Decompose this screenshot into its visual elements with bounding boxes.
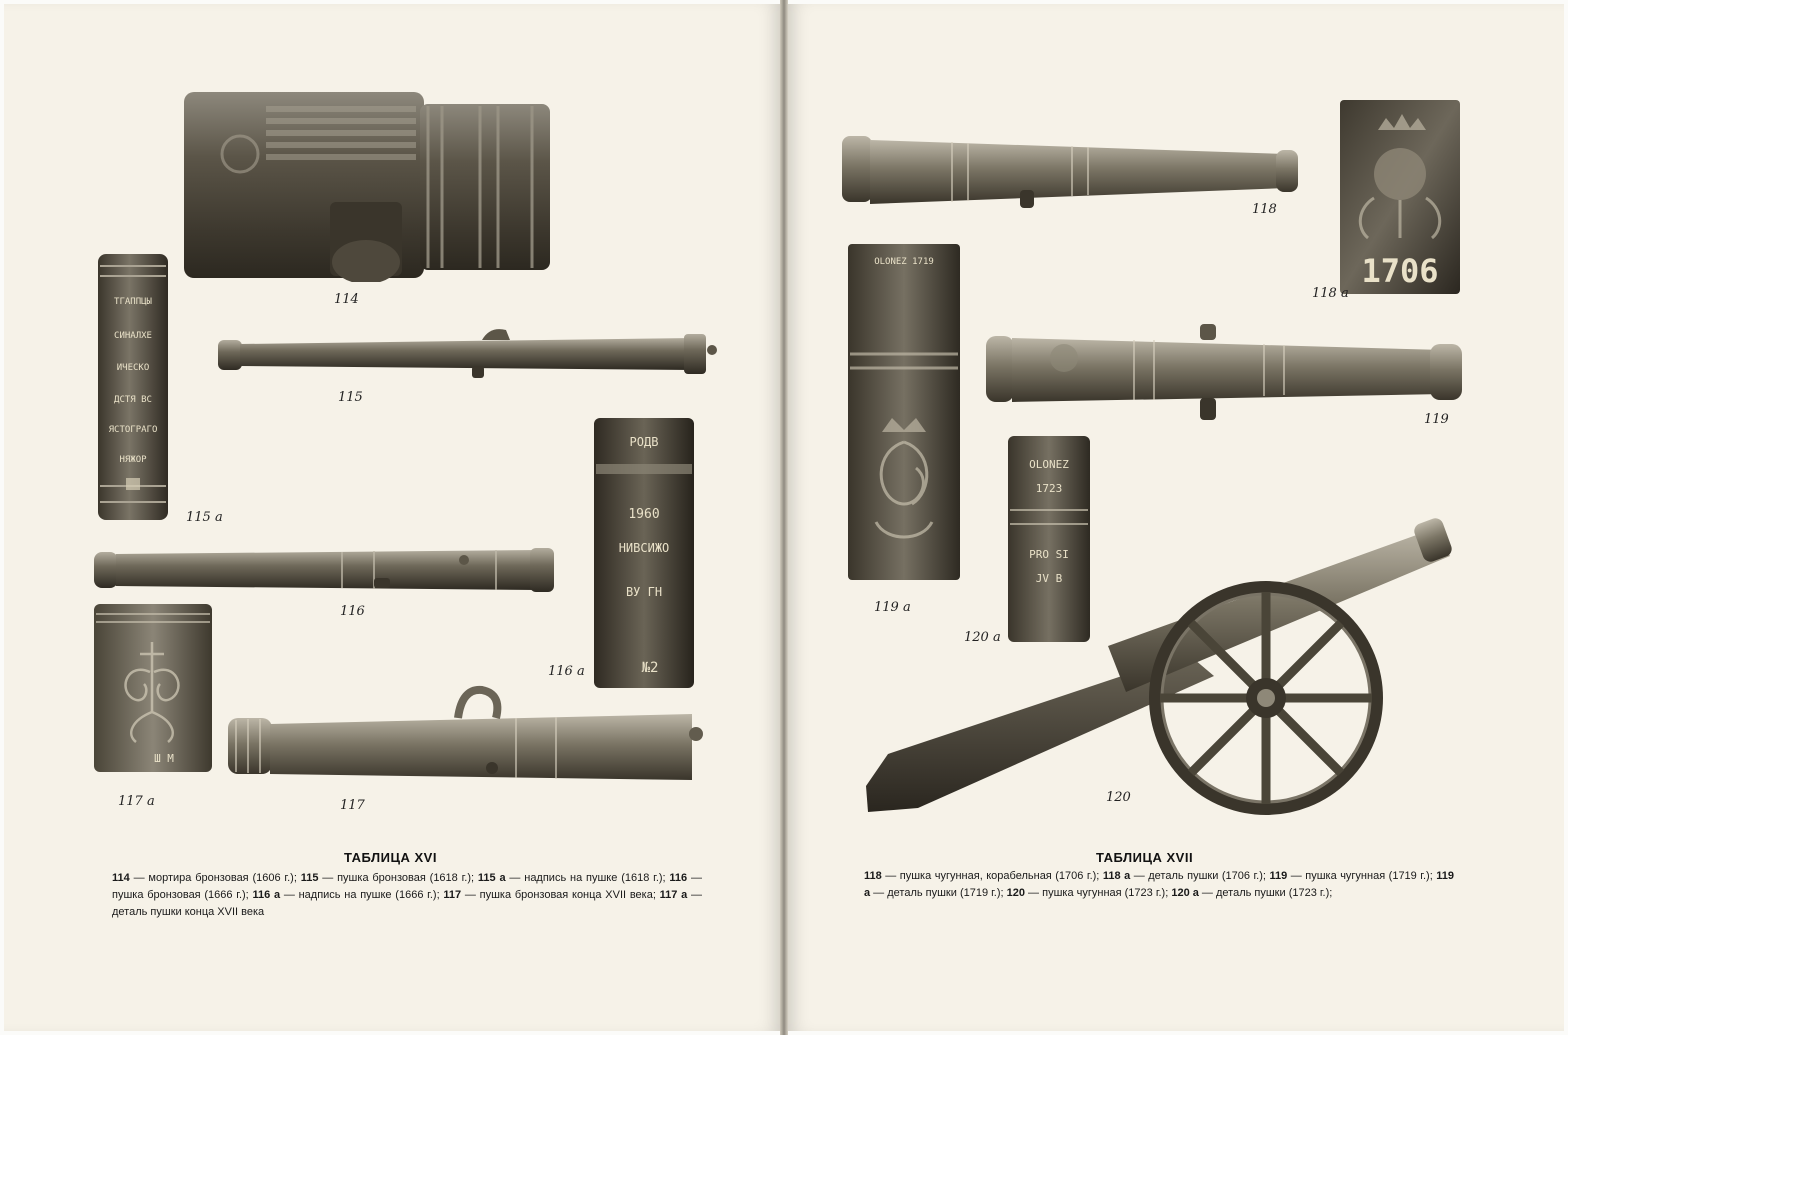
- caption-text: — надпись на пушке (1618 г.);: [505, 872, 670, 884]
- caption-number: 115 а: [477, 872, 506, 884]
- caption-number: 120 а: [1171, 887, 1199, 899]
- figure-label-118a: 118 a: [1312, 286, 1349, 301]
- caption-number: 116 а: [252, 889, 281, 901]
- caption-text: — надпись на пушке (1666 г.);: [280, 889, 444, 901]
- engraving-116a-line-3: НИВСИЖО: [618, 541, 670, 555]
- caption-number: 118 а: [1102, 870, 1131, 882]
- figure-label-115: 115: [338, 390, 363, 405]
- caption-text: — деталь пушки конца XVII века: [112, 889, 703, 918]
- engraving-115a-line-2: СИНАЛХЕ: [114, 331, 152, 341]
- caption-text: — пушка бронзовая конца XVII века;: [461, 889, 660, 901]
- plate-title-xvii: ТАБЛИЦА XVII: [1096, 850, 1194, 865]
- caption-number: 119 а: [864, 870, 1455, 899]
- photo-118-cannon: [840, 130, 1300, 212]
- engraving-119a: OLONEZ 1719: [874, 257, 934, 267]
- engraving-120a-line-2: 1723: [1035, 482, 1063, 495]
- caption-text: — пушка чугунная (1719 г.);: [1287, 870, 1437, 882]
- figure-label-117: 117: [340, 798, 365, 813]
- figure-label-116a: 116 a: [548, 664, 585, 679]
- right-page: [788, 4, 1564, 1031]
- figure-label-119a: 119 a: [874, 600, 911, 615]
- caption-text: — пушка бронзовая (1666 г.);: [112, 872, 702, 901]
- figure-label-120: 120: [1106, 790, 1131, 805]
- photo-120-field-cannon: [858, 516, 1458, 816]
- figure-label-117a: 117 a: [118, 794, 155, 809]
- engraving-116a-line-5: №2: [641, 660, 659, 676]
- figure-label-115a: 115 a: [186, 510, 223, 525]
- plate-title-xvi: ТАБЛИЦА XVI: [344, 850, 437, 865]
- book-gutter: [780, 0, 788, 1035]
- caption-text: — пушка чугунная, корабельная (1706 г.);: [881, 870, 1103, 882]
- photo-114-mortar: [180, 84, 552, 282]
- engraving-120a-line-4: JV B: [1035, 572, 1063, 585]
- engraving-120a-line-3: PRO SI: [1029, 548, 1069, 561]
- engraving-115a-line-6: НЯЖОР: [119, 455, 147, 465]
- engraving-117a: Ш М: [154, 752, 174, 765]
- figure-label-116: 116: [340, 604, 365, 619]
- caption-number: 115: [300, 872, 319, 884]
- caption-text: — деталь пушки (1723 г.);: [1198, 887, 1333, 899]
- engraving-118a: 1706: [1361, 252, 1439, 290]
- figure-label-119: 119: [1424, 412, 1449, 427]
- caption-plate-xvii: [864, 868, 1454, 902]
- engraving-116a-line-4: ВУ ГН: [625, 585, 663, 599]
- caption-text: — пушка чугунная (1723 г.);: [1025, 887, 1172, 899]
- caption-number: 116: [669, 872, 688, 884]
- caption-number: 120: [1006, 887, 1025, 899]
- engraving-116a-line-2: 1960: [628, 507, 660, 522]
- caption-plate-xvi: [112, 870, 702, 921]
- figure-label-114: 114: [334, 292, 359, 307]
- engraving-115a-line-3: ИЧЕСКО: [116, 363, 150, 373]
- caption-text: — пушка бронзовая (1618 г.);: [318, 872, 478, 884]
- engraving-115a-line-1: ТГАППЦЫ: [114, 297, 152, 307]
- figure-label-118: 118: [1252, 202, 1277, 217]
- caption-number: 119: [1269, 870, 1288, 882]
- engraving-115a-line-4: ДСТЯ ВС: [114, 395, 152, 405]
- photo-119-cannon: [984, 322, 1464, 424]
- caption-text: — деталь пушки (1719 г.);: [870, 887, 1007, 899]
- photo-116a-inscription: [592, 416, 696, 690]
- figure-label-120a: 120 a: [964, 630, 1001, 645]
- caption-number: 118: [864, 870, 882, 882]
- engraving-116a-line-1: РОДВ: [629, 435, 659, 449]
- photo-116-cannon: [92, 544, 558, 596]
- photo-115-cannon: [214, 326, 722, 380]
- caption-text: — деталь пушки (1706 г.);: [1130, 870, 1270, 882]
- photo-117a-detail: [92, 602, 214, 774]
- caption-number: 114: [112, 872, 130, 884]
- photo-118a-detail: [1338, 98, 1462, 296]
- photo-115a-inscription: [96, 252, 170, 522]
- photo-117-cannon: [226, 684, 710, 792]
- engraving-115a-line-5: ЯСТОГРАГО: [108, 425, 158, 435]
- caption-number: 117 а: [659, 889, 688, 901]
- caption-text: — мортира бронзовая (1606 г.);: [129, 872, 301, 884]
- engraving-120a-line-1: OLONEZ: [1029, 458, 1069, 471]
- left-page: [4, 4, 780, 1031]
- caption-number: 117: [443, 889, 462, 901]
